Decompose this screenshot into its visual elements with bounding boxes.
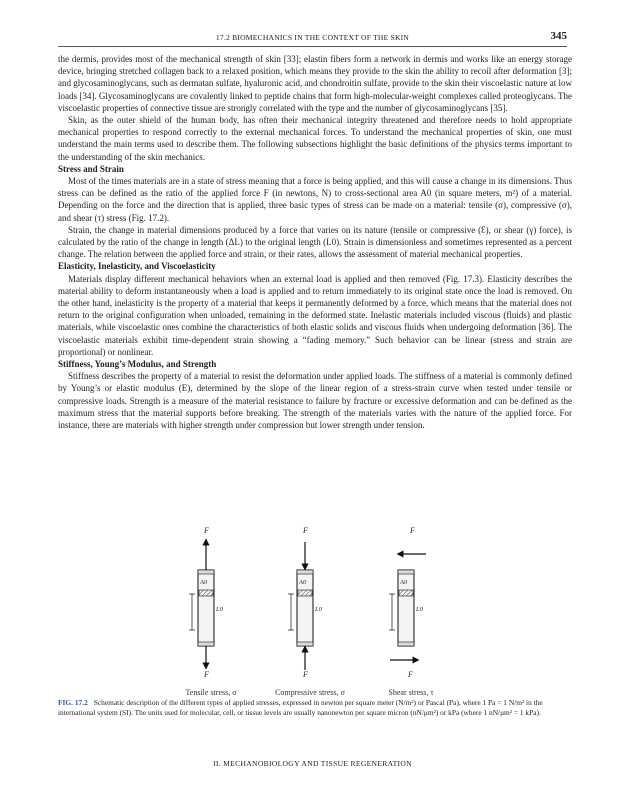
paragraph-5: Materials display different mechanical behaviors when an external load is applied and then removed (Fig. 17.3). Elasticity describes the material ability to deform instantaneously when a load is applied and to return immediately to its original state once the load is removed. On the other hand, inelasticity is the property of a material that keeps it permanently deformed by a force, which means that the material does not return to the original configuration when unloaded, remaining in the deformed state. Inelastic materials included viscous (fluids) and plastic materials, while viscoelastic ones combine the characteristics of both elastic solids and viscous fluids when undergoing deformation [36]. The viscoelastic materials exhibit time-dependent strain showing a “fading memory.” Such behavior can be linear (stress and strain are proportional) or nonlinear. bbox=[58, 273, 572, 357]
running-header bbox=[58, 30, 567, 44]
force-label-top: F bbox=[204, 526, 209, 535]
paragraph-6: Stiffness describes the property of a material to resist the deformation under applied loads. The stiffness of a material is commonly defined by Young’s or elastic modulus (E), determined by the slope of the linear region of a stress-strain curve when tested under tensile or compressive loads. Strength is a measure of the material resistance to failure by fracture or excessive deformation and can be defined as the maximum stress that the material supports before breaking. The strength of the materials varies with the nature of the applied force. For instance, there are materials with higher strength under compression but lower strength under tension. bbox=[58, 371, 572, 431]
heading-stiffness: Stiffness, Young’s Modulus, and Strength bbox=[58, 359, 217, 370]
header-rule bbox=[58, 46, 567, 47]
running-footer: II. MECHANOBIOLOGY AND TISSUE REGENERATION bbox=[213, 759, 412, 768]
paragraph-3: Most of the times materials are in a state of stress meaning that a force is being applied, and this will cause a change in its dimensions. Thus stress can be defined as the ratio of the applied force F (in newtons, N) to cross-sectional area A0 (in square meters, m²) of a material. Depending on the force and the direction that is applied, three basic types of stress can be made on a material: tensile (σ), compressive (σ), and shear (τ) stress (Fig. 17.2). bbox=[58, 176, 572, 223]
figure-17-2 bbox=[58, 520, 572, 680]
compressive-label: Compressive stress, σ bbox=[275, 688, 345, 697]
force-label-bottom: F bbox=[204, 670, 209, 679]
force-label-top: F bbox=[410, 526, 415, 535]
shear-diagram bbox=[346, 520, 466, 680]
body-text bbox=[58, 53, 572, 431]
force-label-bottom: F bbox=[408, 670, 413, 679]
length-label: L0 bbox=[416, 606, 423, 613]
area-label: A0 bbox=[200, 579, 208, 586]
figure-caption bbox=[58, 698, 572, 718]
paragraph-1: the dermis, provides most of the mechanical strength of skin [33]; elastin fibers form a network in dermis and works like an energy storage device, bringing stretched collagen back to a relaxed position, which means they provide to the skin the ability to recoil after deformation [3]; and glycosaminoglycans, such as dermatan sulfate, hyaluronic acid, and chondroitin sulfate, provide to the skin their viscoelastic nature at low loads [34]. Glycosaminoglycans are covalently linked to peptide chains that form high-molecular-weight complexes called proteoglycans. The viscoelastic properties of connective tissue are strongly correlated with the type and the number of glycosaminoglycans [35]. bbox=[58, 54, 572, 113]
length-label: L0 bbox=[216, 606, 223, 613]
paragraph-2: Skin, as the outer shield of the human body, has often their mechanical integrity threatened and therefore needs to hold appropriate mechanical properties to respond correctly to the external mechanical forces. To understand the mechanical properties of skin, one must understand the main terms used to describe them. The following subsections highlight the basic definitions of the physics terms important to the understanding of the skin mechanics. bbox=[58, 115, 572, 162]
paragraph-4: Strain, the change in material dimensions produced by a force that varies on its nature (tensile or compressive (Ɛ), or shear (γ) force), is calculated by the ratio of the change in length (ΔL) to the original length (L0). Strain is dimensionless and sometimes represented as a percent change. The relation between the applied force and strain, or their rates, allows the assessment of material mechanical properties. bbox=[58, 224, 572, 260]
page-number: 345 bbox=[550, 30, 567, 42]
force-label-top: F bbox=[303, 526, 308, 535]
caption-label: FIG. 17.2 bbox=[58, 698, 88, 707]
length-label: L0 bbox=[315, 606, 322, 613]
force-label-bottom: F bbox=[303, 670, 308, 679]
shear-label: Shear stress, τ bbox=[388, 688, 434, 697]
area-label: A0 bbox=[400, 579, 408, 586]
heading-elasticity: Elasticity, Inelasticity, and Viscoelasticity bbox=[58, 261, 216, 272]
caption-text: Schematic description of the different types of applied stresses, expressed in newton per square meter (N/m²) or Pascal (Pa), where 1 Pa = 1 N/m² in the international system (SI). The units used for molecular, cell, or tissue levels are usually nanonewton per square micron (nN/μm²) or kPa (where 1 nN/μm² = 1 kPa). bbox=[58, 698, 543, 717]
tensile-label: Tensile stress, σ bbox=[185, 688, 237, 697]
running-header-title: 17.2 BIOMECHANICS IN THE CONTEXT OF THE SKIN bbox=[215, 33, 410, 42]
heading-stress-strain: Stress and Strain bbox=[58, 163, 124, 174]
area-label: A0 bbox=[299, 579, 307, 586]
shear-panel bbox=[346, 520, 466, 680]
